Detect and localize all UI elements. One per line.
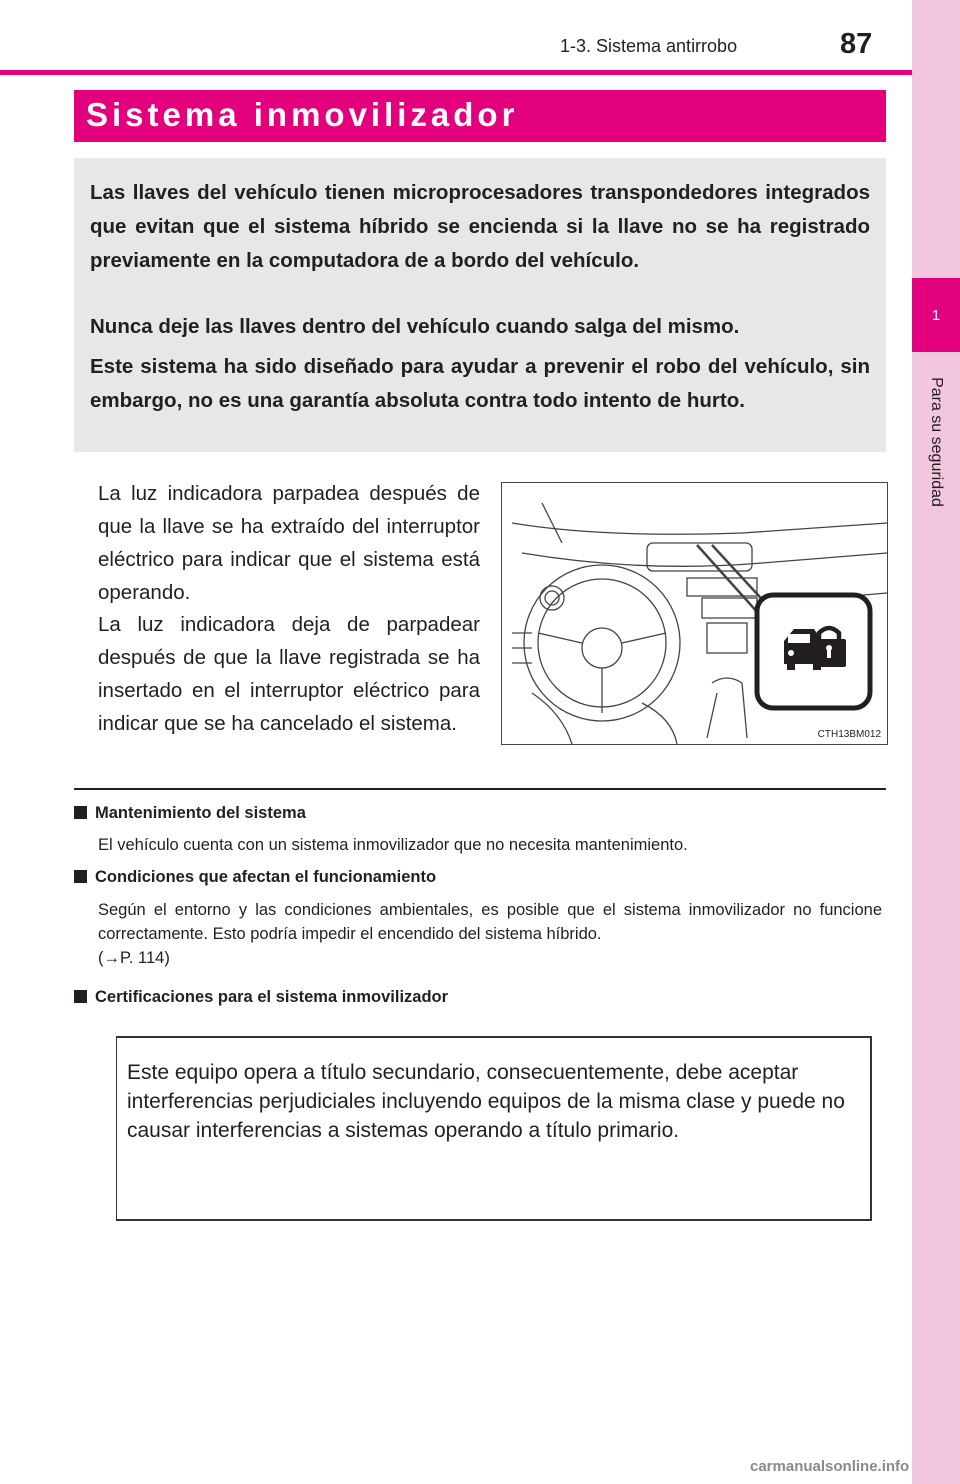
- dashboard-illustration: [502, 483, 887, 744]
- intro-paragraph: Este sistema ha sido diseñado para ayudar a prevenir el robo del vehículo, sin embargo, no es una garantía absoluta contra todo intento de hurto.: [90, 355, 870, 412]
- title-bar: [74, 90, 886, 142]
- square-bullet-icon: [74, 806, 87, 819]
- chapter-number-tab: 1: [912, 278, 960, 352]
- note-text: El vehículo cuenta con un sistema inmovilizador que no necesita mantenimiento.: [98, 836, 688, 854]
- body-paragraph: La luz indicadora deja de parpadear después de que la llave registrada se ha insertado en el interruptor eléctrico para indicar que se ha cancelado el sistema.: [98, 613, 480, 735]
- intro-paragraph: Las llaves del vehículo tienen microprocesadores transpondedores integrados que evitan que el sistema híbrido se encienda si la llave no se ha registrado previamente en la computadora de a bordo del vehículo.: [90, 181, 870, 272]
- header-rule: [0, 70, 912, 75]
- chapter-sidebar: [912, 0, 960, 1484]
- section-reference: 1-3. Sistema antirrobo: [560, 36, 738, 56]
- note-heading: Certificaciones para el sistema inmovilizador: [74, 988, 448, 1007]
- watermark: carmanualsonline.info: [750, 1458, 910, 1475]
- page-reference: (→P. 114): [98, 949, 170, 967]
- certificate-text: Este equipo opera a título secundario, consecuentemente, debe aceptar interferencias perjudiciales incluyendo equipos de la misma clase y puede no causar interferencias a sistemas operando a título primario.: [127, 1061, 845, 1142]
- dashboard-figure: [501, 482, 888, 745]
- body-paragraph: La luz indicadora parpadea después de que la llave se ha extraído del interruptor eléctrico para indicar que el sistema está operando.: [98, 482, 480, 604]
- section-divider: [74, 788, 886, 790]
- chapter-label: Para su seguridad: [928, 377, 945, 507]
- figure-code: CTH13BM012: [817, 729, 881, 740]
- intro-box: [74, 158, 886, 452]
- page-title: Sistema inmovilizador: [86, 96, 519, 133]
- note-heading: Mantenimiento del sistema: [74, 804, 306, 823]
- square-bullet-icon: [74, 990, 87, 1003]
- intro-paragraph: Nunca deje las llaves dentro del vehículo cuando salga del mismo.: [90, 315, 740, 338]
- page-number: 87: [840, 28, 873, 60]
- note-heading: Condiciones que afectan el funcionamiento: [74, 868, 436, 887]
- square-bullet-icon: [74, 870, 87, 883]
- certificate-box: [116, 1036, 872, 1221]
- note-text: Según el entorno y las condiciones ambientales, es posible que el sistema inmovilizador no funcione correctamente. Esto podría impedir el encendido del sistema híbrido.: [98, 901, 882, 943]
